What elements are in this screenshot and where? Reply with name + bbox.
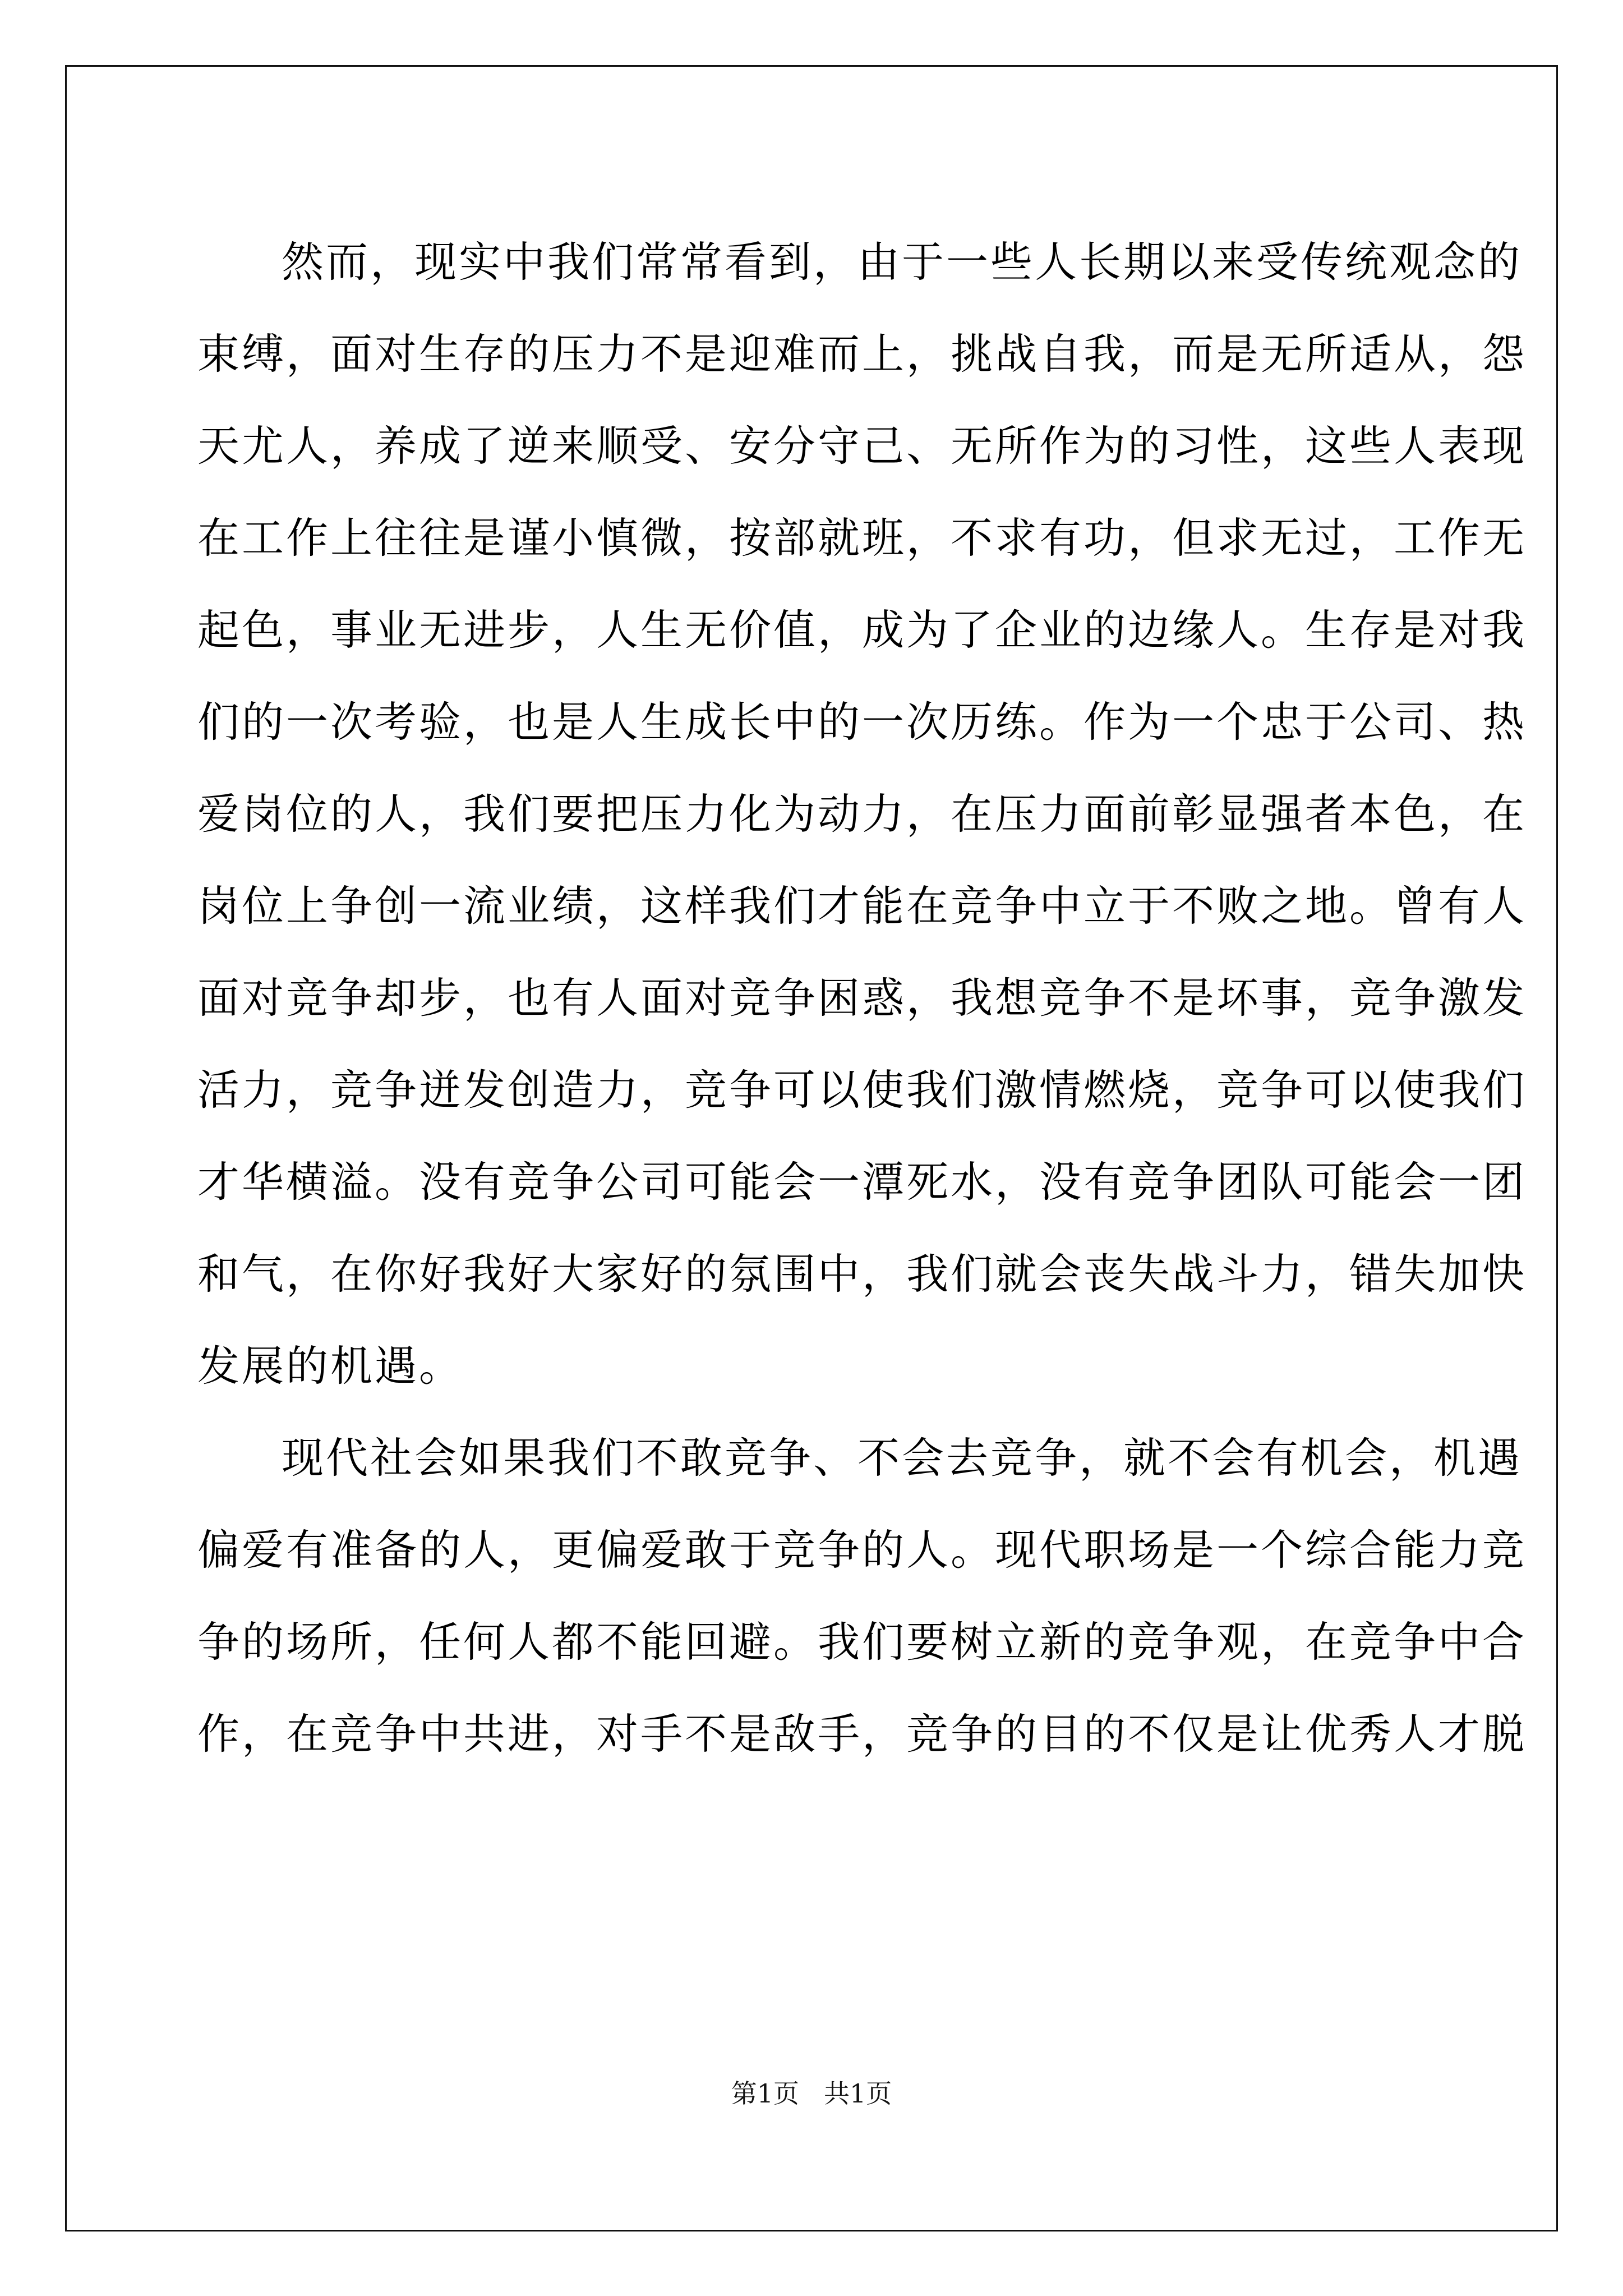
text-line: 起色，事业无进步，人生无价值，成为了企业的边缘人。生存是对我 [197, 605, 1527, 655]
text-line: 和气，在你好我好大家好的氛围中，我们就会丧失战斗力，错失加快 [197, 1249, 1527, 1299]
page-number: 第1页 [731, 2078, 799, 2109]
text-line: 面对竞争却步，也有人面对竞争困惑，我想竞争不是坏事，竞争激发 [197, 973, 1527, 1023]
text-line: 然而，现实中我们常常看到，由于一些人长期以来受传统观念的 [282, 237, 1523, 287]
text-line: 偏爱有准备的人，更偏爱敢于竞争的人。现代职场是一个综合能力竞 [197, 1525, 1527, 1575]
document-body [197, 216, 1527, 1780]
text-line: 爱岗位的人，我们要把压力化为动力，在压力面前彰显强者本色，在 [197, 789, 1527, 839]
text-line: 才华横溢。没有竞争公司可能会一潭死水，没有竞争团队可能会一团 [197, 1157, 1527, 1207]
text-line: 争的场所，任何人都不能回避。我们要树立新的竞争观，在竞争中合 [197, 1617, 1527, 1667]
text-line: 们的一次考验，也是人生成长中的一次历练。作为一个忠于公司、热 [197, 697, 1527, 747]
text-line: 在工作上往往是谨小慎微，按部就班，不求有功，但求无过，工作无 [197, 513, 1527, 563]
text-line: 束缚，面对生存的压力不是迎难而上，挑战自我，而是无所适从，怨 [197, 329, 1527, 379]
text-line: 作，在竞争中共进，对手不是敌手，竞争的目的不仅是让优秀人才脱 [197, 1709, 1527, 1759]
text-line: 天尤人，养成了逆来顺受、安分守己、无所作为的习性，这些人表现 [197, 421, 1527, 471]
text-line: 活力，竞争迸发创造力，竞争可以使我们激情燃烧，竞争可以使我们 [197, 1065, 1527, 1115]
text-line: 现代社会如果我们不敢竞争、不会去竞争，就不会有机会，机遇 [282, 1433, 1523, 1483]
page-footer [0, 2077, 1623, 2110]
page-total: 共1页 [824, 2078, 892, 2109]
text-line-last: 发展的机遇。 [197, 1341, 464, 1391]
paragraph-2 [197, 1412, 1527, 1780]
text-line: 岗位上争创一流业绩，这样我们才能在竞争中立于不败之地。曾有人 [197, 881, 1527, 931]
paragraph-1 [197, 216, 1527, 1412]
